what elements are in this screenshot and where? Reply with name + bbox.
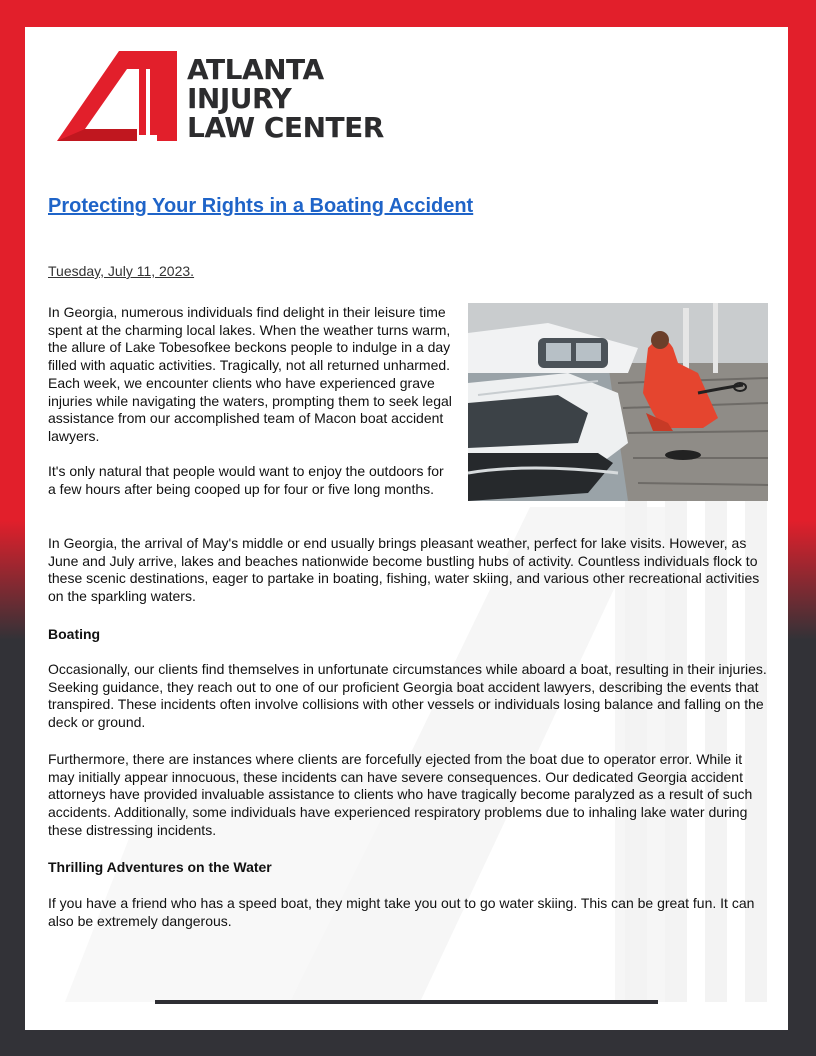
section-heading-boating: Boating <box>48 626 101 642</box>
article-paragraph-2: It's only natural that people would want to enjoy the outdoors for a few hours after being cooped up for four or five long months. <box>48 463 444 497</box>
logo-watermark <box>25 27 788 1030</box>
document-page <box>25 27 788 1030</box>
section-heading-thrilling-adventures: Thrilling Adventures on the Water <box>48 859 272 875</box>
article-title-link[interactable]: Protecting Your Rights in a Boating Accident <box>48 195 474 217</box>
logo-wordmark <box>187 55 384 142</box>
article-date: Tuesday, July 11, 2023. <box>48 263 195 279</box>
article-paragraph-6: If you have a friend who has a speed boat, they might take you out to go water skiing. This can be great fun. It can also be extremely dangerous. <box>48 895 755 929</box>
article-paragraph-1: In Georgia, numerous individuals find delight in their leisure time spent at the charming local lakes. When the weather turns warm, the allure of Lake Tobesofkee beckons people to indulge in a day filled with aquatic activities. Tragically, not all returned unharmed. Each week, we encounter clients who have experienced grave injuries while navigating the waters, prompting them to seek legal assistance from our accomplished team of Macon boat accident lawyers. <box>48 304 452 444</box>
article-paragraph-4: Occasionally, our clients find themselves in unfortunate circumstances while aboard a boat, resulting in their injuries. Seeking guidance, they reach out to one of our proficient Georgia boat accident lawyers, describing the events that transpired. These incidents often involve collisions with other vessels or individuals losing balance and falling on the deck or ground. <box>48 661 767 731</box>
logo-line-1: ATLANTA <box>187 53 324 86</box>
logo-line-3: LAW CENTER <box>187 111 384 144</box>
logo-a-mark <box>57 49 187 145</box>
article-paragraph-5: Furthermore, there are instances where clients are forcefully ejected from the boat due to operator error. While it may initially appear innocuous, these incidents can have severe consequences. Our dedicated Georgia accident attorneys have provided invaluable assistance to clients who have tragically become paralyzed as a result of such accidents. Additionally, some individuals have experienced respiratory problems due to inhaling lake water during these distressing incidents. <box>48 751 753 838</box>
article-paragraph-3: In Georgia, the arrival of May's middle or end usually brings pleasant weather, perfect for lake visits. However, as June and July arrive, lakes and beaches nationwide become bustling hubs of activity. Countless individuals flock to these scenic destinations, eager to partake in boating, fishing, water skiing, and various other recreational activities on the sparkling waters. <box>48 535 760 605</box>
logo-line-2: INJURY <box>187 82 292 115</box>
company-logo[interactable] <box>57 49 387 145</box>
footer-divider <box>155 1000 658 1004</box>
boat-dock-photo <box>468 303 768 501</box>
